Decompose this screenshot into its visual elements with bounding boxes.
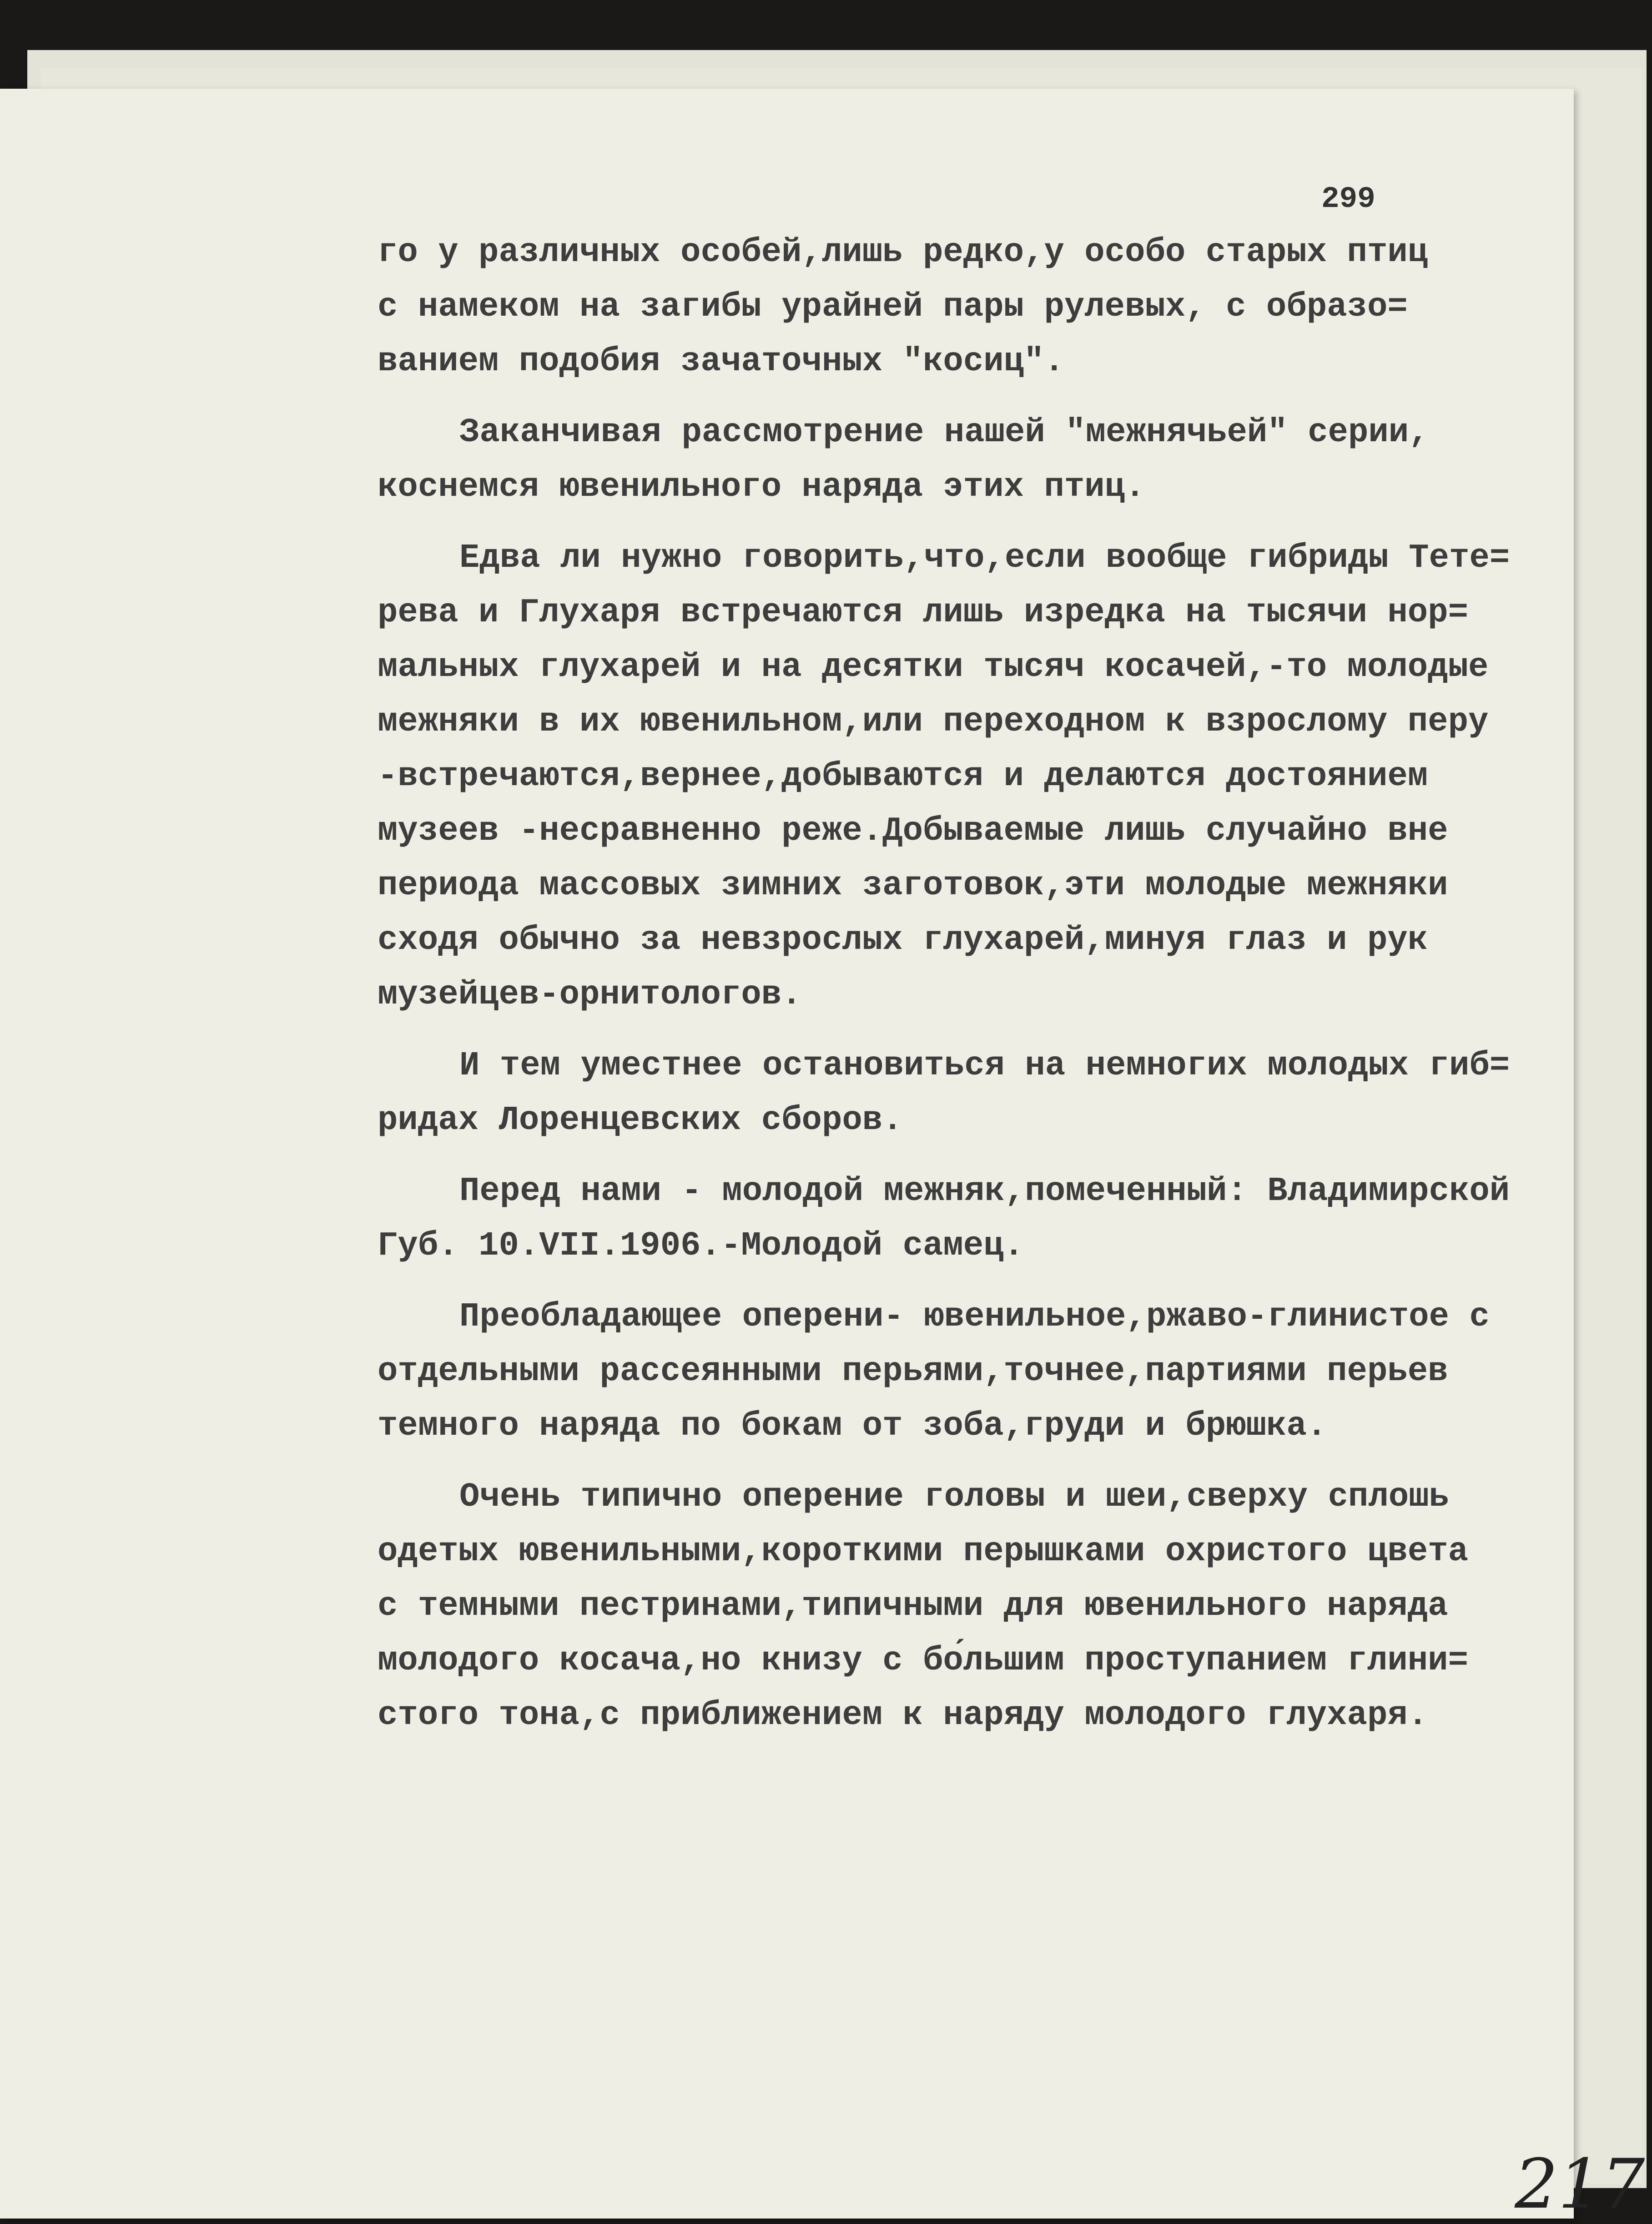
text-line: стого тона,с приближением к наряду молодого глухаря. xyxy=(378,1696,1428,1735)
text-line: Очень типично оперение головы и шеи,сверху сплошь xyxy=(459,1478,1449,1516)
text-line: сходя обычно за невзрослых глухарей,минуя глаз и рук xyxy=(378,921,1428,959)
paragraph-gap xyxy=(378,1148,1510,1164)
text-line: с намеком на загибы урайней пары рулевых, с образо= xyxy=(378,288,1408,326)
archive-number: 217 xyxy=(1515,2145,1645,2224)
text-line: Заканчивая рассмотрение нашей "межнячьей" серии, xyxy=(459,414,1429,452)
text-line: коснемся ювенильного наряда этих птиц. xyxy=(378,468,1145,506)
paragraph-gap xyxy=(378,1273,1510,1290)
paragraph-gap xyxy=(378,389,1510,405)
document-page xyxy=(0,89,1645,2224)
text-line: Едва ли нужно говорить,что,если вообще гибриды Тете= xyxy=(459,539,1510,577)
body-text xyxy=(378,225,1510,1743)
text-line: молодого косача,но книзу с бо́льшим проступанием глини= xyxy=(378,1642,1468,1680)
text-line: рева и Глухаря встречаются лишь изредка на тысячи нор= xyxy=(378,594,1468,632)
text-line: с темными пестринами,типичными для ювенильного наряда xyxy=(378,1587,1448,1625)
text-line: Губ. 10.VII.1906.-Молодой самец. xyxy=(378,1227,1024,1265)
text-line: ридах Лоренцевских сборов. xyxy=(378,1101,903,1140)
text-line: И тем уместнее остановиться на немногих молодых гиб= xyxy=(459,1047,1510,1085)
text-line: периода массовых зимних заготовок,эти молодые межняки xyxy=(378,867,1448,905)
text-line: темного наряда по бокам от зоба,груди и брюшка. xyxy=(378,1407,1327,1445)
text-line: го у различных особей,лишь редко,у особо старых птиц xyxy=(378,233,1428,272)
text-line: мальных глухарей и на десятки тысяч косачей,-то молодые xyxy=(378,648,1489,686)
text-line: Преобладающее оперени- ювенильное,ржаво-глинистое с xyxy=(459,1298,1490,1336)
text-line: одетых ювенильными,короткими перышками охристого цвета xyxy=(378,1533,1468,1571)
paragraph-gap xyxy=(378,1022,1510,1039)
text-line: Перед нами - молодой межняк,помеченный: Владимирской xyxy=(459,1172,1510,1210)
text-line: ванием подобия зачаточных "косиц". xyxy=(378,343,1064,381)
text-line: -встречаются,вернее,добываются и делаются достоянием xyxy=(378,757,1428,796)
text-line: музейцев-орнитологов. xyxy=(378,976,802,1014)
paragraph-gap xyxy=(378,514,1510,531)
text-line: межняки в их ювенильном,или переходном к взрослому перу xyxy=(378,703,1489,741)
text-line: музеев -несравненно реже.Добываемые лишь случайно вне xyxy=(378,812,1448,850)
paragraph-gap xyxy=(378,1453,1510,1470)
text-line: отдельными рассеянными перьями,точнее,партиями перьев xyxy=(378,1352,1448,1391)
page-number: 299 xyxy=(1321,182,1375,216)
